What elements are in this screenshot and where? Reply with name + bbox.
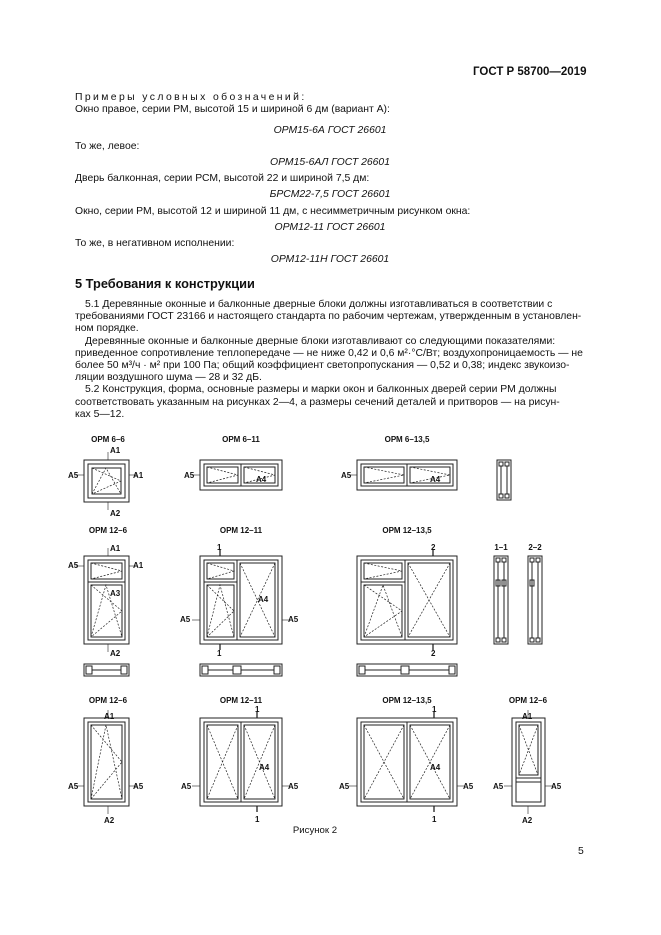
figure-caption: Рисунок 2 bbox=[292, 825, 338, 836]
mark-s1: 1 bbox=[217, 649, 222, 658]
mark-a5: А5 bbox=[288, 615, 299, 624]
paragraph-line: приведенное сопротивление теплопередаче — не ниже 0,42 и 0,6 м²·°С/Вт; воздухопроницаемость — не bbox=[75, 347, 583, 359]
example-desc: Дверь балконная, серии РСМ, высотой 22 и шириной 7,5 дм: bbox=[75, 173, 370, 184]
examples-heading: Примеры условных обозначений: bbox=[75, 92, 307, 103]
section-strip bbox=[84, 664, 129, 676]
mark-a5: А5 bbox=[133, 782, 144, 791]
section-strip bbox=[200, 664, 282, 676]
figure-title: ОРМ 12–11 bbox=[219, 696, 263, 705]
mark-a1: А1 bbox=[133, 471, 144, 480]
mark-a5: А5 bbox=[288, 782, 299, 791]
paragraph-line: ках 5—12. bbox=[75, 408, 125, 420]
mark-a5: А5 bbox=[339, 782, 350, 791]
mark-a5: А5 bbox=[184, 471, 195, 480]
figure-title: ОРМ 6–11 bbox=[222, 435, 260, 444]
example-code: ОРМ15-6А ГОСТ 26601 bbox=[273, 125, 387, 136]
paragraph-line: более 50 м³/ч · м² при 100 Па; общий коэффициент светопропускания — 0,52 и 0,38; индекс звукоизо- bbox=[75, 360, 570, 372]
mark-s2: 2 bbox=[431, 649, 436, 658]
figure-title: ОРМ 12–11 bbox=[219, 526, 263, 535]
window-orm-12-6-c bbox=[512, 718, 545, 806]
section-1-1 bbox=[494, 556, 508, 644]
paragraph-line: соответствовать указанным на рисунках 2—4, а размеры сечений деталей и притворов — на рисун- bbox=[75, 396, 560, 408]
example-code: БРСМ22-7,5 ГОСТ 26601 bbox=[269, 189, 391, 200]
example-code: ОРМ12-11 ГОСТ 26601 bbox=[274, 222, 386, 233]
mark-a5: А5 bbox=[68, 561, 79, 570]
mark-s1: 1 bbox=[217, 543, 222, 552]
example-desc: Окно правое, серии РМ, высотой 15 и шириной 6 дм (вариант А): bbox=[75, 104, 390, 115]
mark-a5: А5 bbox=[341, 471, 352, 480]
mark-a5: А5 bbox=[68, 471, 79, 480]
standard-number: ГОСТ Р 58700—2019 bbox=[473, 66, 587, 78]
window-orm-6-11 bbox=[200, 460, 282, 490]
paragraph-line: 5.1 Деревянные оконные и балконные дверные блоки должны изготавливаться в соответствии с bbox=[85, 299, 553, 310]
leader-lines bbox=[76, 452, 553, 814]
figure-title: ОРМ 12–6 bbox=[88, 696, 128, 705]
mark-a1: А1 bbox=[110, 544, 121, 553]
mark-s1: 1 bbox=[255, 815, 260, 824]
mark-a4: А4 bbox=[259, 763, 270, 772]
mark-a4: А4 bbox=[430, 475, 441, 484]
figure-title: ОРМ 12–13,5 bbox=[382, 696, 432, 705]
window-orm-12-6 bbox=[84, 556, 129, 644]
window-orm-12-11 bbox=[200, 556, 282, 644]
window-orm-6-13-5 bbox=[357, 460, 457, 490]
mark-a4: А4 bbox=[256, 475, 267, 484]
section-label: 2–2 bbox=[528, 543, 542, 552]
figure-title: ОРМ 12–6 bbox=[88, 526, 128, 535]
window-orm-12-13-5-b bbox=[357, 718, 457, 806]
mark-s1: 1 bbox=[255, 705, 260, 714]
section-title: 5 Требования к конструкции bbox=[75, 276, 255, 291]
paragraph-line: требованиями ГОСТ 23166 и настоящего стандарта по рабочим чертежам, утвержденным в установлен- bbox=[75, 311, 582, 323]
mark-a3: А3 bbox=[110, 589, 121, 598]
mark-a5: А5 bbox=[493, 782, 504, 791]
mark-a5: А5 bbox=[68, 782, 79, 791]
window-orm-6-6 bbox=[84, 460, 129, 502]
mark-a1: А1 bbox=[522, 712, 533, 721]
mark-s2: 2 bbox=[431, 543, 436, 552]
section-2-2 bbox=[528, 556, 542, 644]
mark-a1: А1 bbox=[110, 446, 121, 455]
example-code: ОРМ15-6АЛ ГОСТ 26601 bbox=[270, 157, 390, 168]
mark-a1: А1 bbox=[104, 712, 115, 721]
mark-a2: А2 bbox=[110, 649, 121, 658]
example-desc: То же, левое: bbox=[75, 141, 140, 152]
figure-title: ОРМ 12–13,5 bbox=[382, 526, 432, 535]
mark-a4: А4 bbox=[430, 763, 441, 772]
mark-s1: 1 bbox=[432, 815, 437, 824]
mark-a2: А2 bbox=[104, 816, 115, 825]
section-strip bbox=[357, 664, 457, 676]
mark-a5: А5 bbox=[551, 782, 562, 791]
mark-a1: А1 bbox=[133, 561, 144, 570]
paragraph-line: ляции воздушного шума — 28 и 32 дБ. bbox=[75, 372, 262, 384]
figure-title: ОРМ 12–6 bbox=[508, 696, 548, 705]
mark-s1: 1 bbox=[432, 705, 437, 714]
paragraph-line: Деревянные оконные и балконные дверные блоки изготавливают со следующими показателями: bbox=[85, 335, 556, 347]
paragraph-line: ном порядке. bbox=[75, 323, 139, 335]
figure-title: ОРМ 6–6 bbox=[91, 435, 125, 444]
window-orm-12-13-5 bbox=[357, 556, 457, 644]
section-detail bbox=[497, 460, 511, 500]
paragraph-line: 5.2 Конструкция, форма, основные размеры и марки окон и балконных дверей серии РМ должны bbox=[85, 384, 557, 396]
mark-a2: А2 bbox=[522, 816, 533, 825]
mark-a4: А4 bbox=[258, 595, 269, 604]
example-desc: То же, в негативном исполнении: bbox=[75, 238, 235, 249]
example-code: ОРМ12-11Н ГОСТ 26601 bbox=[270, 254, 390, 265]
mark-a2: А2 bbox=[110, 509, 121, 518]
mark-a5: А5 bbox=[463, 782, 474, 791]
window-orm-12-6-b bbox=[84, 718, 129, 806]
figure-title: ОРМ 6–13,5 bbox=[384, 435, 430, 444]
page-number: 5 bbox=[578, 846, 584, 857]
window-orm-12-11-b bbox=[200, 718, 282, 806]
mark-a5: А5 bbox=[180, 615, 191, 624]
section-label: 1–1 bbox=[494, 543, 508, 552]
mark-a5: А5 bbox=[181, 782, 192, 791]
example-desc: Окно, серии РМ, высотой 12 и шириной 11 дм, с несимметричным рисунком окна: bbox=[75, 206, 471, 217]
